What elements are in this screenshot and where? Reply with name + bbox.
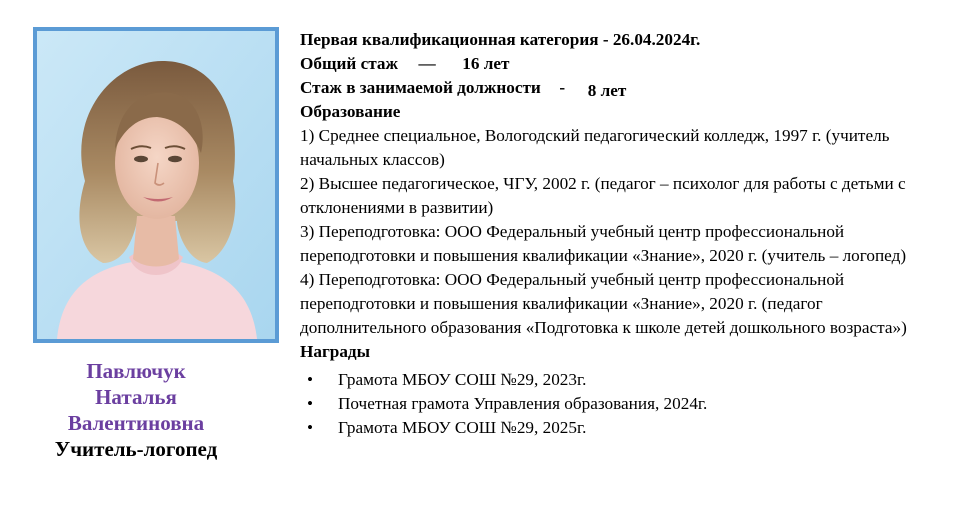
awards-list (300, 368, 945, 440)
total-experience-label: Общий стаж (300, 54, 398, 73)
teacher-patronymic: Валентиновна (67, 411, 205, 435)
teacher-name-block (20, 358, 252, 462)
portrait-photo (33, 27, 279, 343)
award-item (300, 392, 945, 416)
award-text: Почетная грамота Управления образования, 2024г. (338, 394, 708, 413)
total-experience-dash: — (418, 54, 436, 73)
bullet-icon: • (307, 418, 314, 437)
education-heading: Образование (300, 102, 401, 121)
portrait-image (37, 31, 275, 339)
teacher-info (300, 28, 945, 440)
education-item-3: 3) Переподготовка: ООО Федеральный учебный центр профессиональной переподготовки и повышения квалификации «Знание», 2020 г. (учитель – логопед) (300, 222, 907, 265)
teacher-surname: Павлючук (86, 359, 186, 383)
total-experience (300, 52, 945, 76)
education-item-4: 4) Переподготовка: ООО Федеральный учебный центр профессиональной переподготовки и повышения квалификации «Знание», 2020 г. (педагог дополнительного образования «Подготовка к школе детей дошкольного возраста») (300, 270, 907, 337)
education-item-2: 2) Высшее педагогическое, ЧГУ, 2002 г. (педагог – психолог для работы с детьми с отклонениями в развитии) (300, 174, 906, 217)
total-experience-value: 16 лет (462, 54, 510, 73)
bullet-icon: • (307, 394, 314, 413)
awards-heading: Награды (300, 342, 371, 361)
position-experience (300, 76, 945, 100)
award-item (300, 368, 945, 392)
award-text: Грамота МБОУ СОШ №29, 2025г. (338, 418, 587, 437)
teacher-position: Учитель-логопед (54, 437, 218, 461)
position-experience-label: Стаж в занимаемой должности (300, 78, 541, 97)
position-experience-dash: - (559, 78, 566, 97)
position-experience-value: 8 лет (587, 81, 627, 100)
education-item-1: 1) Среднее специальное, Вологодский педагогический колледж, 1997 г. (учитель начальных классов) (300, 126, 890, 169)
award-item (300, 416, 945, 440)
award-text: Грамота МБОУ СОШ №29, 2023г. (338, 370, 587, 389)
qualification-category: Первая квалификационная категория - 26.04.2024г. (300, 30, 701, 49)
teacher-first-name: Наталья (95, 385, 177, 409)
bullet-icon: • (307, 370, 314, 389)
